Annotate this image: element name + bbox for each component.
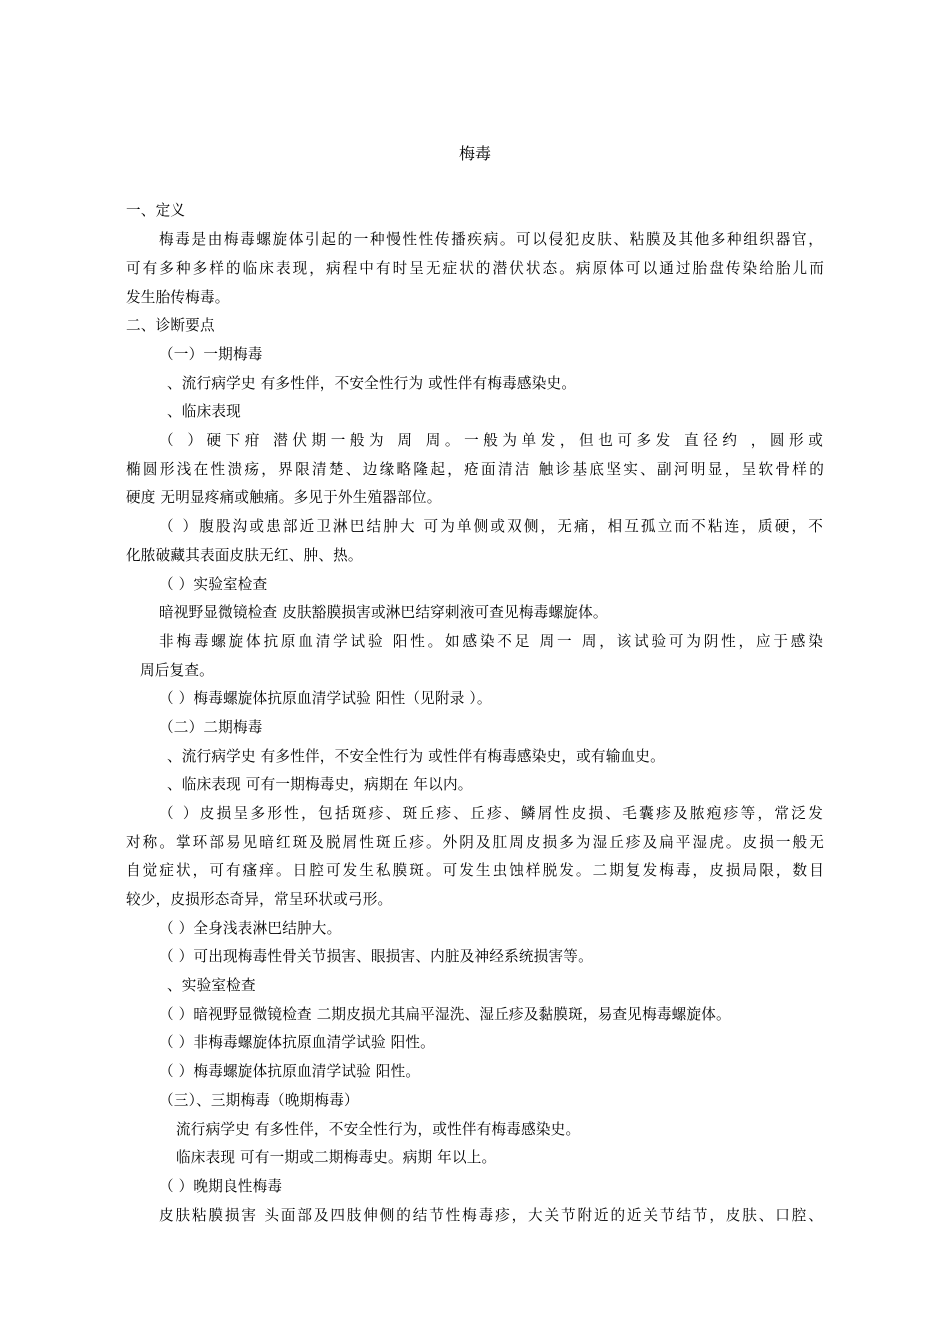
paragraph-line: 可有多种多样的临床表现，病程中有时呈无症状的潜伏状态。病原体可以通过胎盘传染给胎儿而 (126, 260, 824, 277)
paragraph-line: 皮肤粘膜损害 头面部及四肢伸侧的结节性梅毒疹，大关节附近的近关节结节，皮肤、口腔、 (159, 1207, 823, 1224)
subsection-heading-tertiary: （三）、三期梅毒（晚期梅毒） (159, 1092, 359, 1109)
section-heading-definition: 一、定义 (126, 202, 186, 219)
paragraph-line: 、实验室检查 (167, 977, 256, 994)
paragraph-line: （ ）梅毒螺旋体抗原血清学试验 阳性（见附录 ）。 (159, 690, 492, 707)
paragraph-line: （ ）腹股沟或患部近卫淋巴结肿大 可为单侧或双侧，无痛，相互孤立而不粘连，质硬，不 (159, 518, 823, 535)
paragraph-line: 、临床表现 (167, 403, 241, 420)
paragraph-line: 周后复查。 (140, 662, 214, 679)
paragraph-line: （ ）实验室检查 (159, 576, 268, 593)
paragraph-line: 梅毒是由梅毒螺旋体引起的一种慢性性传播疾病。可以侵犯皮肤、粘膜及其他多种组织器官， (159, 231, 823, 248)
paragraph-line: （ ）可出现梅毒性骨关节损害、眼损害、内脏及神经系统损害等。 (159, 948, 593, 965)
subsection-heading-primary: （一）一期梅毒 (159, 346, 263, 363)
paragraph-line: 硬度 无明显疼痛或触痛。多见于外生殖器部位。 (126, 489, 442, 506)
paragraph-line: （ ）皮损呈多形性，包括斑疹、斑丘疹、丘疹、鳞屑性皮损、毛囊疹及脓疱疹等，常泛发 (159, 805, 823, 822)
paragraph-line: 自觉症状，可有瘙痒。日腔可发生私膜斑。可发生虫蚀样脱发。二期复发梅毒，皮损局限，数目 (126, 862, 824, 879)
paragraph-line: 发生胎传梅毒。 (126, 289, 230, 306)
paragraph-line: 较少，皮损形态奇异，常呈环状或弓形。 (126, 891, 393, 908)
paragraph-line: 、临床表现 可有一期梅毒史，病期在 年以内。 (167, 776, 473, 793)
paragraph-line: （ ）晚期良性梅毒 (159, 1178, 283, 1195)
paragraph-line: （ ）暗视野显微镜检查 二期皮损尤其扁平湿洗、湿丘疹及黏膜斑，易查见梅毒螺旋体。 (159, 1006, 731, 1023)
paragraph-line: 临床表现 可有一期或二期梅毒史。病期 年以上。 (176, 1149, 497, 1166)
paragraph-line: 非梅毒螺旋体抗原血清学试验 阳性。如感染不足 周一 周，该试验可为阴性，应于感染 (159, 633, 823, 650)
paragraph-line: 椭圆形浅在性溃疡，界限清楚、边缘略隆起，疮面清洁 触诊基底坚实、副河明显，呈软骨样的 (126, 461, 824, 478)
subsection-heading-secondary: （二）二期梅毒 (159, 719, 263, 736)
paragraph-line: （ ）非梅毒螺旋体抗原血清学试验 阳性。 (159, 1034, 435, 1051)
paragraph-line: （ ）全身浅表淋巴结肿大。 (159, 920, 342, 937)
paragraph-line: 、流行病学史 有多性伴，不安全性行为 或性伴有梅毒感染史。 (167, 375, 577, 392)
paragraph-line: （ ）硬下疳 潜伏期一般为 周 周。一般为单发，但也可多发 直径约 ，圆形或 (159, 432, 823, 449)
paragraph-line: 流行病学史 有多性伴，不安全性行为，或性伴有梅毒感染史。 (176, 1121, 581, 1138)
paragraph-line: 、流行病学史 有多性伴，不安全性行为 或性伴有梅毒感染史，或有输血史。 (167, 748, 665, 765)
paragraph-line: 化脓破藏其表面皮肤无红、肿、热。 (126, 547, 363, 564)
paragraph-line: （ ）梅毒螺旋体抗原血清学试验 阳性。 (159, 1063, 421, 1080)
section-heading-diagnosis: 二、诊断要点 (126, 317, 215, 334)
document-title: 梅毒 (458, 144, 491, 163)
paragraph-line: 暗视野显微镜检查 皮肤豁膜损害或淋巴结穿刺液可查见梅毒螺旋体。 (159, 604, 608, 621)
paragraph-line: 对称。掌环部易见暗红斑及脱屑性斑丘疹。外阴及肛周皮损多为湿丘疹及扁平湿虎。皮损一般无 (126, 834, 824, 851)
